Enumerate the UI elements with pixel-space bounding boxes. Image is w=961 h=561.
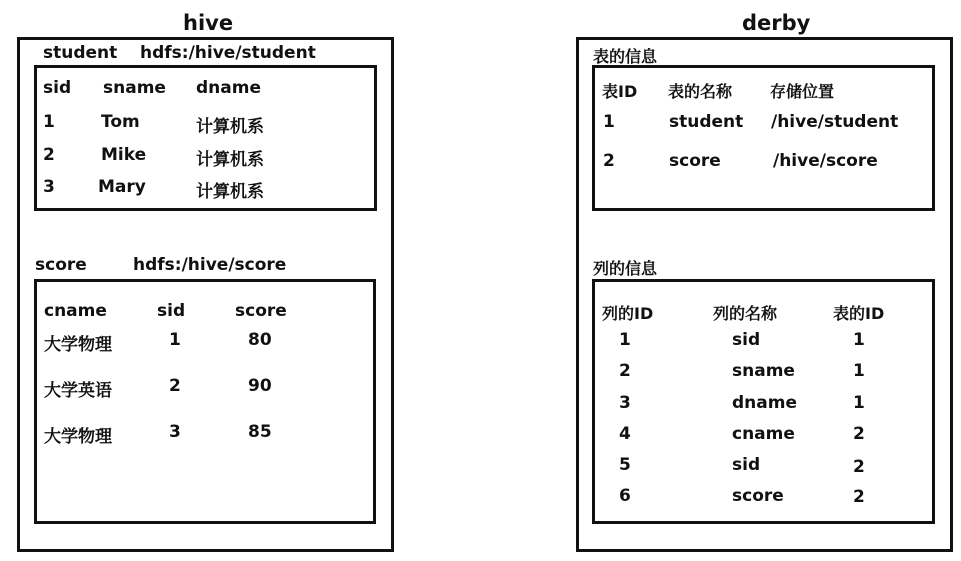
derby-title: derby [742,11,811,35]
score-row2-cname: 大学英语 [44,381,112,401]
score-row3-sid: 3 [169,422,181,442]
score-table-path: hdfs:/hive/score [133,255,287,275]
columns-row4-name: cname [732,424,795,444]
score-row2-score: 90 [248,376,272,396]
student-row1-sname: Tom [101,112,140,132]
student-header-sid: sid [43,78,72,98]
columns-row4-id: 4 [619,424,631,444]
student-row2-dname: 计算机系 [196,150,264,170]
tables-header-name: 表的名称 [668,82,733,101]
tables-header-location: 存储位置 [770,82,835,101]
columns-row3-name: dname [732,393,797,413]
student-row2-sname: Mike [101,145,147,165]
columns-row3-id: 3 [619,393,631,413]
student-header-dname: dname [196,78,261,98]
tables-info-label: 表的信息 [593,47,658,66]
student-row2-sid: 2 [43,145,55,165]
columns-row1-table-id: 1 [853,330,865,350]
columns-row3-table-id: 1 [853,393,865,413]
tables-row1-name: student [669,112,744,132]
student-table-path: hdfs:/hive/student [140,43,316,63]
student-row3-dname: 计算机系 [196,182,264,202]
columns-row1-name: sid [732,330,761,350]
columns-info-label: 列的信息 [593,259,658,278]
columns-header-table-id: 表的ID [833,304,885,323]
columns-row5-table-id: 2 [853,457,865,477]
score-row3-score: 85 [248,422,272,442]
columns-row5-name: sid [732,455,761,475]
columns-row6-id: 6 [619,486,631,506]
tables-row2-location: /hive/score [773,151,878,171]
score-row1-cname: 大学物理 [44,335,112,355]
columns-row4-table-id: 2 [853,424,865,444]
tables-info-table [592,65,935,211]
columns-row1-id: 1 [619,330,631,350]
tables-row1-location: /hive/student [771,112,899,132]
tables-row2-id: 2 [603,151,615,171]
student-row1-dname: 计算机系 [196,117,264,137]
score-row1-sid: 1 [169,330,181,350]
columns-header-id: 列的ID [602,304,654,323]
score-header-cname: cname [44,301,107,321]
columns-row5-id: 5 [619,455,631,475]
columns-row2-id: 2 [619,361,631,381]
score-row3-cname: 大学物理 [44,427,112,447]
score-header-score: score [235,301,287,321]
student-row3-sid: 3 [43,177,55,197]
columns-row6-name: score [732,486,784,506]
tables-row2-name: score [669,151,721,171]
student-row3-sname: Mary [98,177,146,197]
student-row1-sid: 1 [43,112,55,132]
tables-row1-id: 1 [603,112,615,132]
score-header-sid: sid [157,301,186,321]
tables-header-id: 表ID [602,82,638,101]
columns-header-name: 列的名称 [713,304,778,323]
columns-row2-name: sname [732,361,795,381]
student-table-name: student [43,43,118,63]
student-header-sname: sname [103,78,166,98]
columns-row2-table-id: 1 [853,361,865,381]
score-row1-score: 80 [248,330,272,350]
score-table-name: score [35,255,87,275]
hive-title: hive [183,11,234,35]
score-row2-sid: 2 [169,376,181,396]
columns-row6-table-id: 2 [853,487,865,507]
